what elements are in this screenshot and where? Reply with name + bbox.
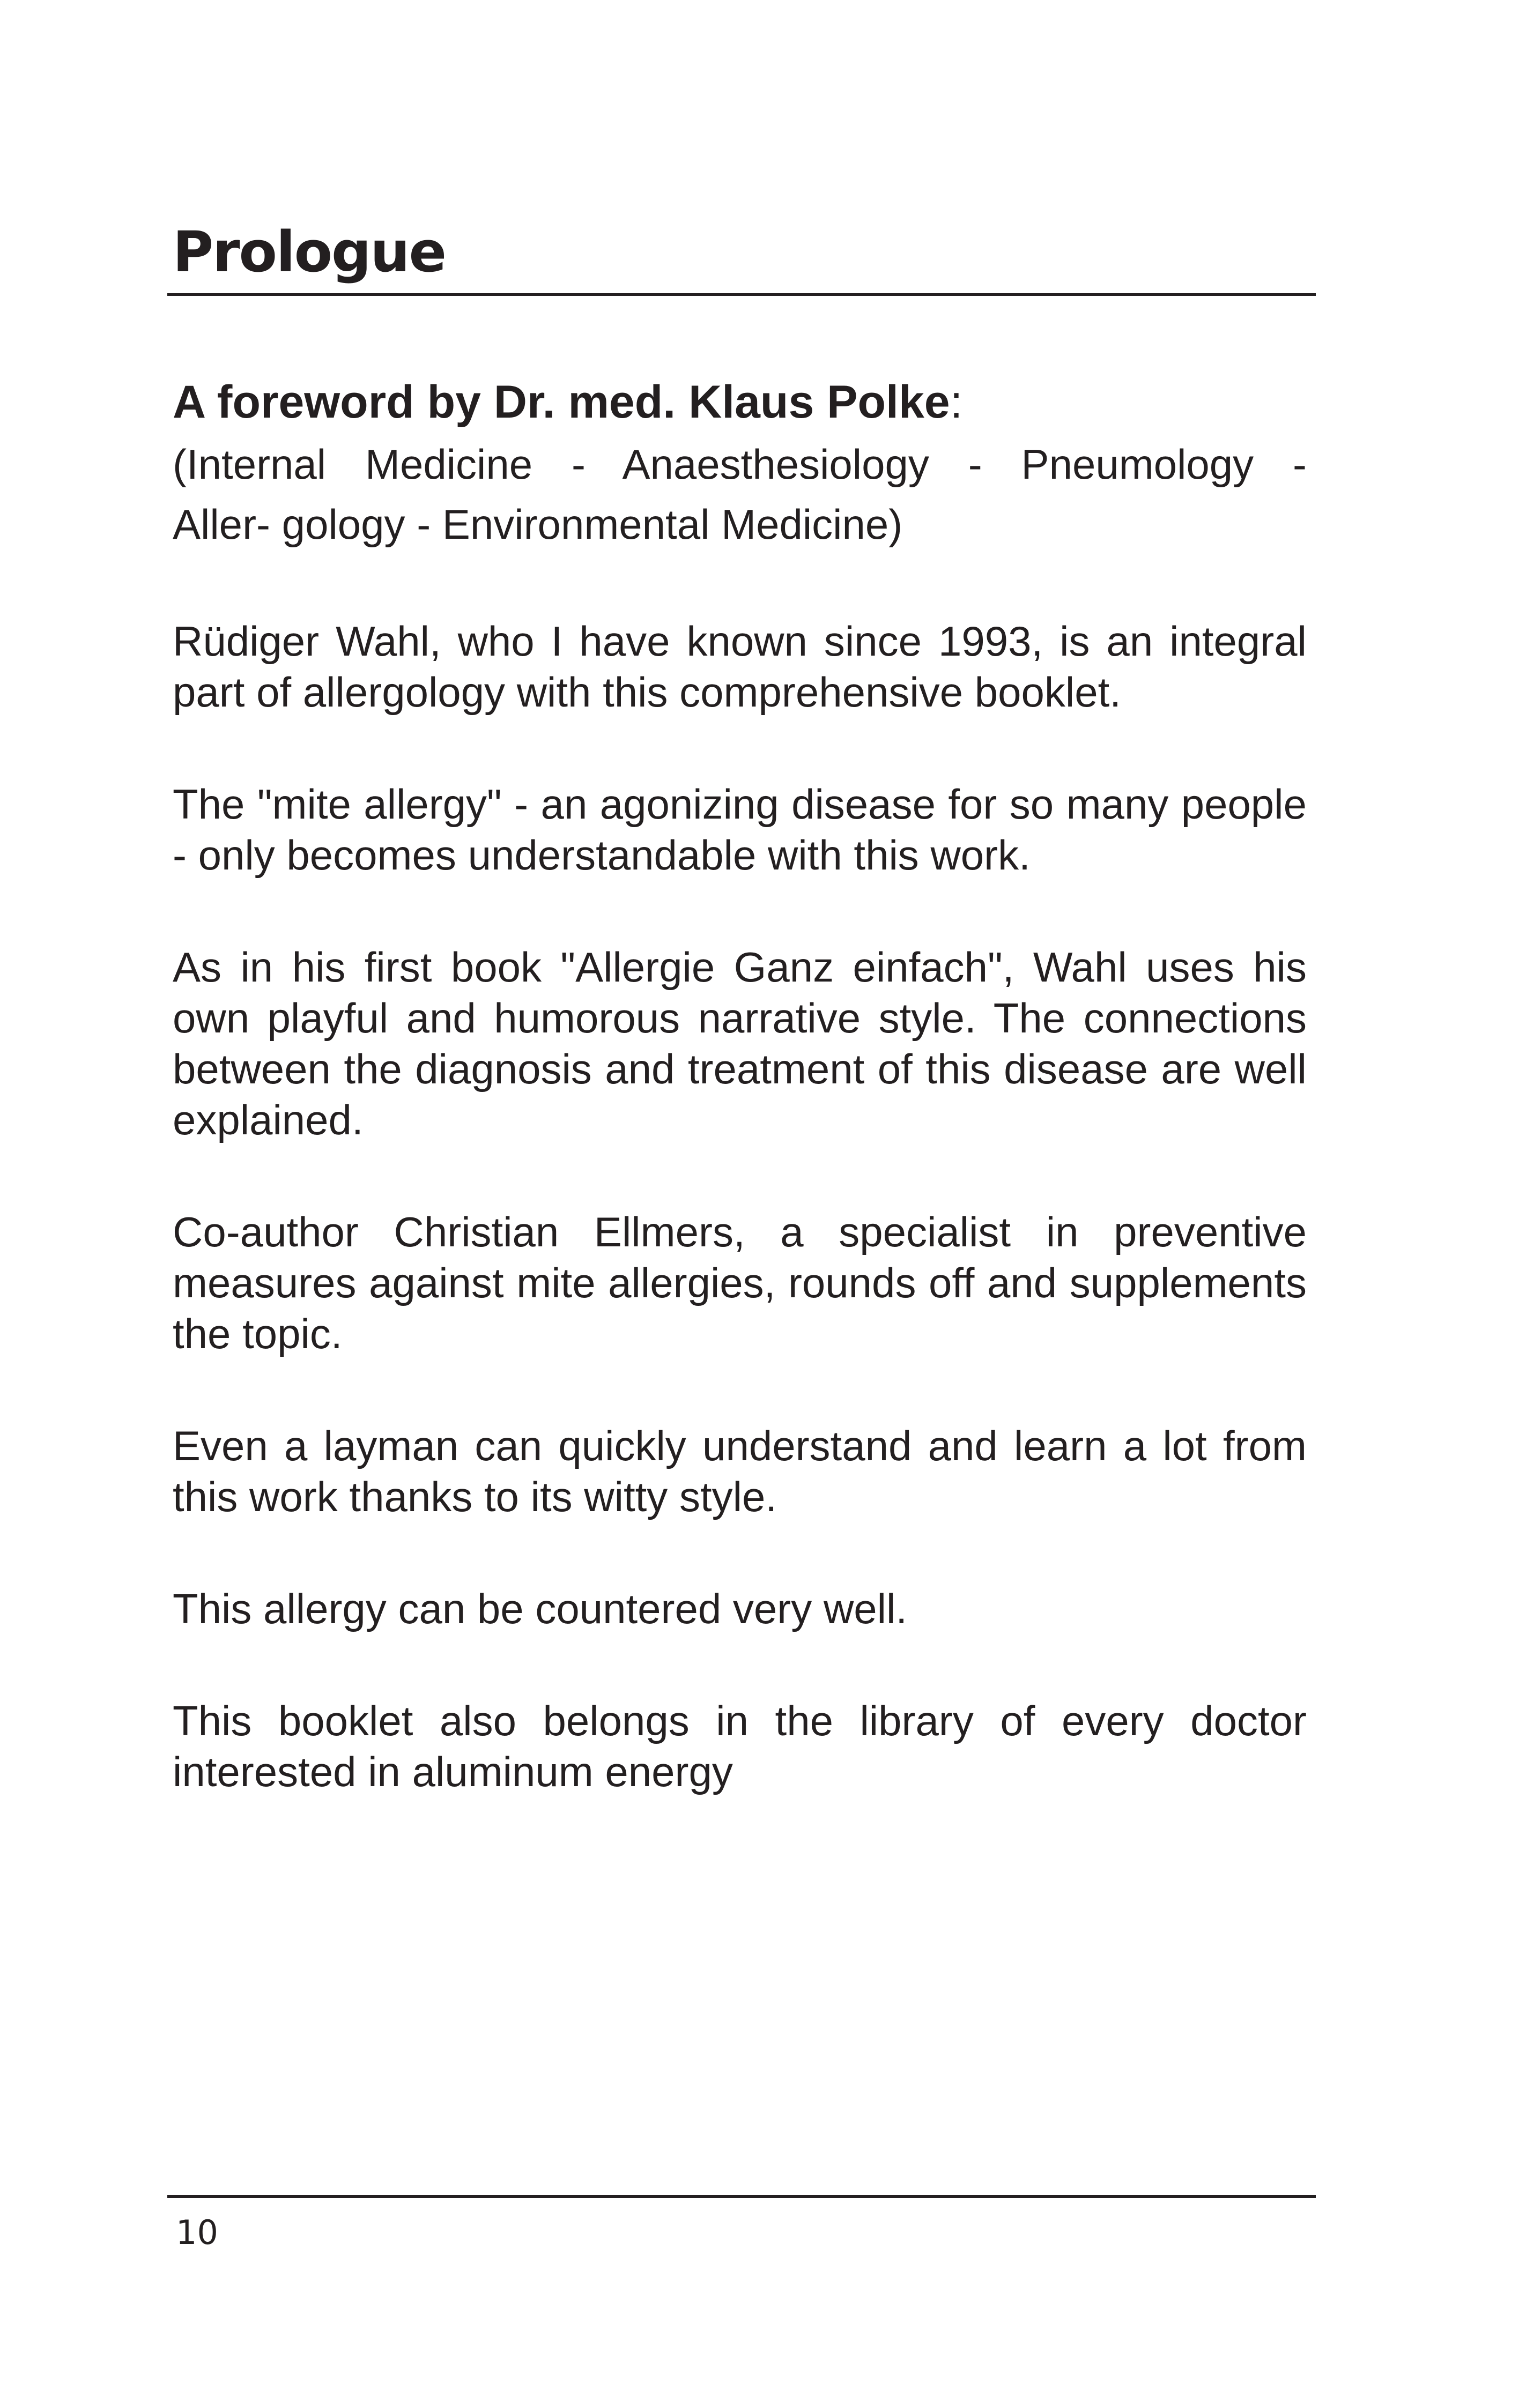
specialties-list — [173, 434, 1307, 554]
foreword-heading — [173, 370, 1307, 434]
paragraph-7: This booklet also belongs in the library of every doctor interested in aluminum energy — [173, 1697, 1307, 1795]
paragraph-4: Co-author Christian Ellmers, a specialist in preventive measures against mite allergies, rounds off and supplements the topic. — [173, 1208, 1307, 1357]
specialties-line-1: (Internal Medicine - Anaesthesiology - Pneumology - — [173, 441, 1307, 488]
paragraph-3: As in his first book "Allergie Ganz einfach", Wahl uses his own playful and humorous narrative style. The connections between the diagnosis and treatment of this disease are well explained. — [173, 943, 1307, 1143]
page-number: 10 — [176, 2213, 218, 2252]
footer-divider — [167, 2195, 1316, 2198]
paragraph-1: Rüdiger Wahl, who I have known since 1993, is an integral part of allergology with this comprehensive booklet. — [173, 618, 1307, 716]
page-title: Prologue — [173, 219, 446, 285]
paragraph-2: The "mite allergy" - an agonizing disease for so many people - only becomes understandable with this work. — [173, 781, 1307, 879]
foreword-content — [173, 370, 1307, 1797]
foreword-heading-colon: : — [950, 376, 963, 428]
foreword-heading-text: A foreword by Dr. med. Klaus Polke — [173, 376, 950, 428]
title-divider — [167, 293, 1316, 296]
specialties-line-2: Aller- gology - Environmental Medicine) — [173, 501, 903, 548]
paragraph-5: Even a layman can quickly understand and learn a lot from this work thanks to its witty style. — [173, 1422, 1307, 1520]
paragraph-6: This allergy can be countered very well. — [173, 1585, 907, 1632]
